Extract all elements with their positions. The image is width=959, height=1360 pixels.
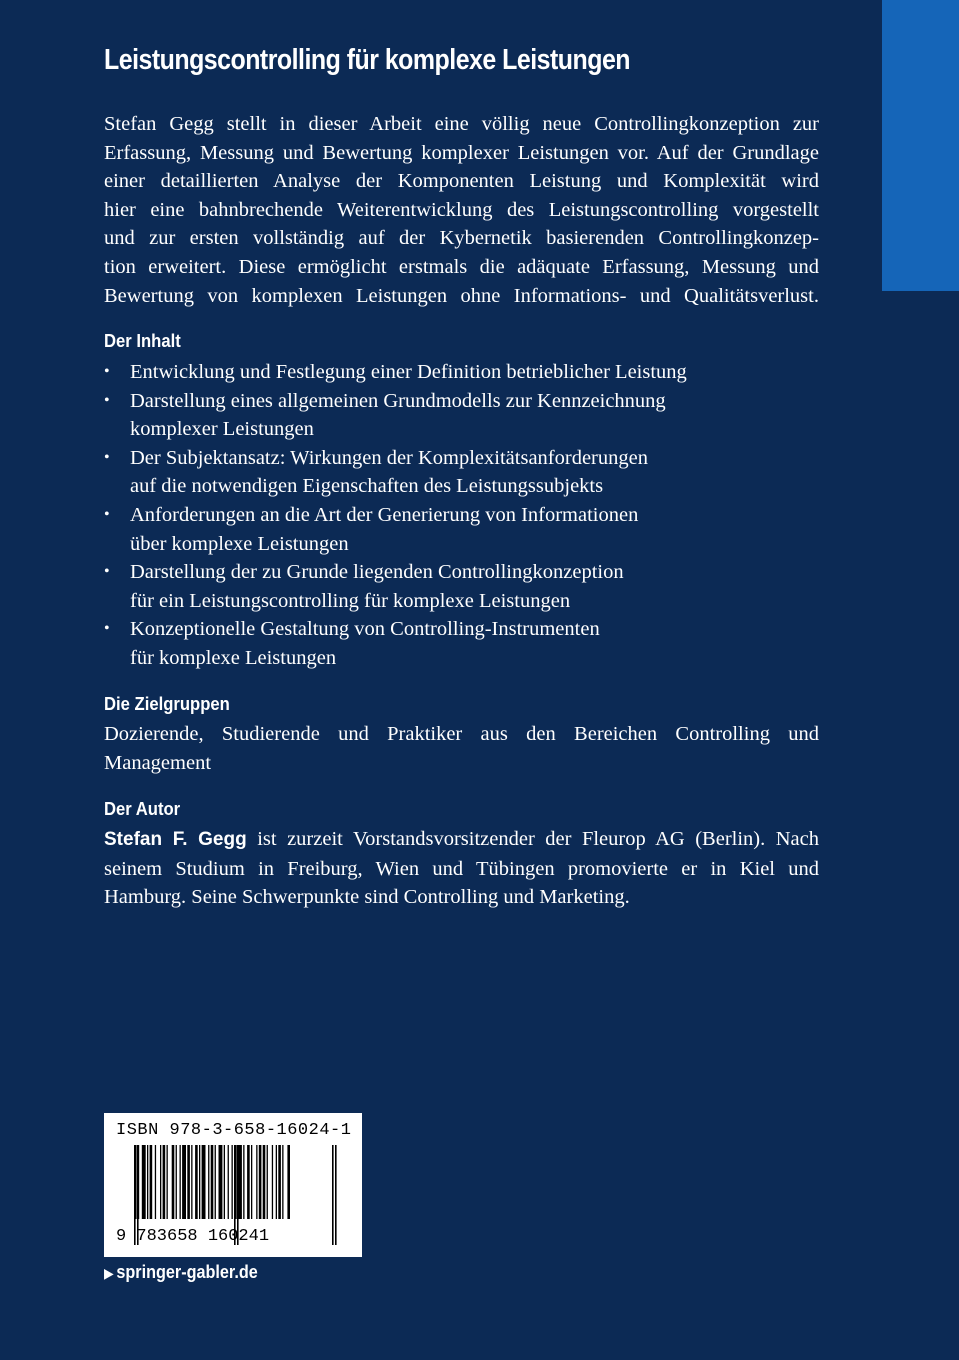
barcode-bar [142,1145,146,1219]
barcode-bar [208,1145,209,1219]
list-item [104,444,819,501]
list-item-line: für ein Leistungscontrolling für komplexe Leistungen [130,589,571,612]
barcode-bar [187,1145,190,1219]
author-line: Hamburg. Seine Schwerpunkte sind Controlling und Marketing. [104,886,630,909]
barcode-bar [195,1145,198,1219]
bullet-icon: • [104,563,110,581]
publisher-url: springer-gabler.de [116,1262,258,1282]
bullet-icon: • [104,363,110,380]
barcode-bar [211,1145,214,1219]
barcode-bar [247,1145,250,1219]
isbn-barcode-box [104,1113,362,1257]
list-item-line: Darstellung der zu Grunde liegenden Controllingkonzeption [130,561,624,584]
barcode-bar [163,1145,166,1219]
intro-line: und zur ersten vollständig auf der Kybernetik basierenden Controllingkonzep- [104,227,819,250]
barcode-bar [155,1145,156,1219]
barcode-bar [276,1145,277,1219]
barcode-bar [228,1145,229,1219]
audience-paragraph [104,720,819,777]
barcode-bar [232,1145,233,1219]
list-item [104,358,819,387]
intro-line: hier eine bahnbrechende Weiterentwicklung des Leistungscontrolling vorgestellt [104,198,819,221]
author-name: Stefan F. Gegg [104,829,247,850]
barcode-bar [202,1145,206,1219]
contents-heading: Der Inhalt [104,330,181,351]
list-item-line: Konzeptionelle Gestaltung von Controlling-Instrumenten [130,618,600,641]
arrow-right-icon: ▶ [104,1265,114,1281]
list-item-line: Der Subjektansatz: Wirkungen der Komplexitätsanforderungen [130,446,648,469]
barcode-bar [160,1145,161,1219]
barcode-bar [278,1145,281,1219]
barcode-bar [176,1145,177,1219]
barcode-bar [167,1145,168,1219]
barcode-bar [150,1145,153,1219]
intro-line: Stefan Gegg stellt in dieser Arbeit eine völlig neue Controllingkonzeption zur [104,113,819,135]
barcode-bar [180,1145,181,1219]
list-item-line: über komplexe Leistungen [130,532,349,555]
isbn-label: ISBN 978-3-658-16024-1 [116,1121,352,1140]
barcode-bar [215,1145,216,1219]
list-item-line: Darstellung eines allgemeinen Grundmodells zur Kennzeichnung [130,389,666,412]
list-item [104,615,819,672]
list-item-line: Anforderungen an die Art der Generierung von Informationen [130,503,639,526]
publisher-link[interactable] [104,1262,258,1283]
barcode-bar [147,1145,148,1219]
list-item-line: auf die notwendigen Eigenschaften des Leistungssubjekts [130,475,604,498]
bullet-icon: • [104,620,110,638]
bullet-icon: • [104,505,110,523]
bullet-icon: • [104,391,110,409]
audience-heading: Die Zielgruppen [104,693,230,714]
barcode-bar [243,1145,244,1219]
barcode-bar [256,1145,257,1219]
barcode-bar [267,1145,268,1219]
author-line [104,825,819,855]
list-item [104,501,819,558]
barcode-guard-bar [332,1145,334,1245]
barcode-bar [251,1145,252,1219]
list-item-line: für komplexe Leistungen [130,646,337,669]
list-item [104,387,819,444]
intro-line: einer detaillierten Analyse der Komponenten Leistung und Komplexität wird [104,170,819,193]
barcode-bar [182,1145,186,1219]
isbn-digits: 9 783658 160241 [116,1227,270,1246]
barcode-bar [199,1145,200,1219]
barcode-bar [272,1145,273,1219]
barcode-bar [282,1145,283,1219]
bullet-icon: • [104,448,110,466]
barcode-bar [219,1145,223,1219]
author-line-rest: ist zurzeit Vorstandsvorsitzender der Fleurop AG (Berlin). Nach [246,828,819,850]
list-item [104,558,819,615]
barcode-bar [259,1145,262,1219]
author-paragraph [104,825,819,912]
audience-line: Management [104,751,212,774]
barcode-bar [172,1145,175,1219]
intro-line: tion erweitert. Diese ermöglicht erstmals die adäquate Erfassung, Messung und [104,255,819,278]
list-item-line: komplexer Leistungen [130,418,314,441]
author-line: seinem Studium in Freiburg, Wien und Tübingen promovierte er in Kiel und [104,857,819,880]
barcode-bar [224,1145,225,1219]
contents-list [104,358,819,673]
author-heading: Der Autor [104,798,181,819]
audience-line: Dozierende, Studierende und Praktiker aus den Bereichen Controlling und [104,723,819,745]
list-item-line: Entwicklung und Festlegung einer Definition betrieblicher Leistung [130,361,687,383]
barcode-guard-bar [335,1145,337,1245]
barcode-bar [263,1145,266,1219]
intro-line: Bewertung von komplexen Leistungen ohne Informations- und Qualitätsverlust. [104,284,819,307]
intro-line: Erfassung, Messung und Bewertung komplexer Leistungen vor. Auf der Grundlage [104,141,819,164]
accent-tab [882,0,959,291]
book-title: Leistungscontrolling für komplexe Leistungen [104,44,631,76]
barcode-bar [191,1145,192,1219]
barcode-bar [287,1145,290,1219]
intro-paragraph [104,110,819,310]
